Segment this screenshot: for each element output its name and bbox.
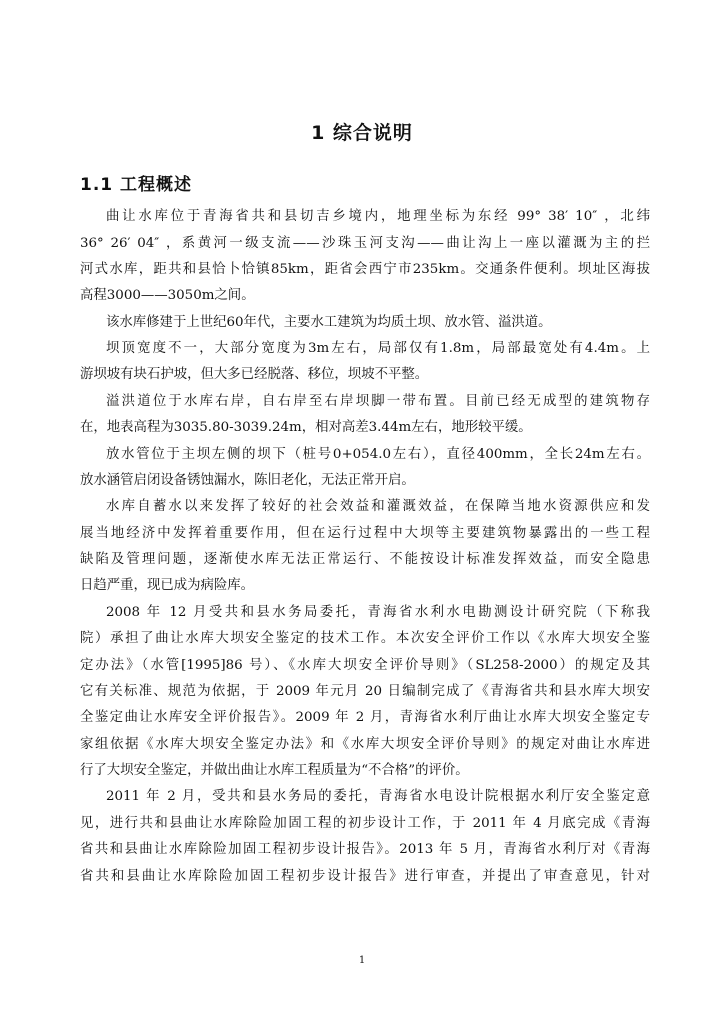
text-line: 曲让水库位于青海省共和县切吉乡境内，地理坐标为东经 99° 38′ 10″ ，北纬 (106, 209, 650, 224)
text-line: 省共和县曲让水库除险加固工程初步设计报告》进行审查，并提出了审查意见，针对 (80, 869, 650, 884)
text-line: 水库自蓄水以来发挥了较好的社会效益和灌溉效益，在保障当地水资源供应和发 (106, 499, 650, 514)
text-line: 日趋严重，现已成为病险库。 (80, 578, 255, 593)
text-line: 展当地经济中发挥着重要作用，但在运行过程中大坝等主要建筑物暴露出的一些工程 (80, 526, 650, 541)
chapter-title: 1 综合说明 (311, 122, 413, 144)
section-title: 1.1 工程概述 (80, 175, 193, 195)
text-line: 在，地表高程为3035.80-3039.24m，相对高差3.44m左右，地形较平缓。 (80, 420, 532, 435)
text-line: 定办法》（水管[1995]86 号）、《水库大坝安全评价导则》（SL258-2000）的规定及其 (80, 658, 650, 673)
text-line: 行了大坝安全鉴定，并做出曲让水库工程质量为“不合格”的评价。 (80, 763, 469, 778)
text-line: 溢洪道位于水库右岸，自右岸至右岸坝脚一带布置。目前已经无成型的建筑物存 (106, 394, 650, 409)
text-line: 省共和县曲让水库除险加固工程初步设计报告》。2013 年 5 月，青海省水利厅对《青海 (80, 842, 650, 857)
text-line: 它有关标准、规范为依据，于 2009 年元月 20 日编制完成了《青海省共和县水库大坝安 (80, 684, 650, 699)
text-line: 高程3000——3050m之间。 (80, 288, 255, 303)
text-line: 2008 年 12 月受共和县水务局委托，青海省水利水电勘测设计研究院（下称我 (106, 605, 650, 620)
text-line: 游坝坡有块石护坡，但大多已经脱落、移位，坝坡不平整。 (80, 367, 429, 382)
page-number: 1 (358, 955, 366, 966)
text-line: 放水涵管启闭设备锈蚀漏水，陈旧老化，无法正常开启。 (80, 473, 415, 488)
text-line: 全鉴定曲让水库安全评价报告》。2009 年 2 月，青海省水利厅曲让水库大坝安全鉴定专 (80, 710, 650, 725)
text-line: 院）承担了曲让水库大坝安全鉴定的技术工作。本次安全评价工作以《水库大坝安全鉴 (80, 631, 650, 646)
text-line: 河式水库，距共和县恰卜恰镇85km，距省会西宁市235km。交通条件便利。坝址区海拔 (80, 262, 650, 277)
text-line: 该水库修建于上世纪60年代，主要水工建筑为均质土坝、放水管、溢洪道。 (106, 315, 552, 330)
text-line: 见，进行共和县曲让水库除险加固工程的初步设计工作，于 2011 年 4 月底完成《青海 (80, 816, 650, 831)
text-line: 缺陷及管理问题，逐渐使水库无法正常运行、不能按设计标准发挥效益，而安全隐患 (80, 552, 650, 567)
text-line: 家组依据《水库大坝安全鉴定办法》和《水库大坝安全评价导则》的规定对曲让水库进 (80, 737, 650, 752)
text-line: 2011 年 2 月，受共和县水务局的委托，青海省水电设计院根据水利厅安全鉴定意 (106, 789, 650, 804)
text-line: 36° 26′ 04″ ，系黄河一级支流——沙珠玉河支沟——曲让沟上一座以灌溉为主的拦 (80, 236, 650, 251)
text-line: 坝顶宽度不一，大部分宽度为3m左右，局部仅有1.8m，局部最宽处有4.4m。上 (106, 341, 650, 356)
text-line: 放水管位于主坝左侧的坝下（桩号0+054.0左右），直径400mm，全长24m左右。 (106, 447, 650, 462)
